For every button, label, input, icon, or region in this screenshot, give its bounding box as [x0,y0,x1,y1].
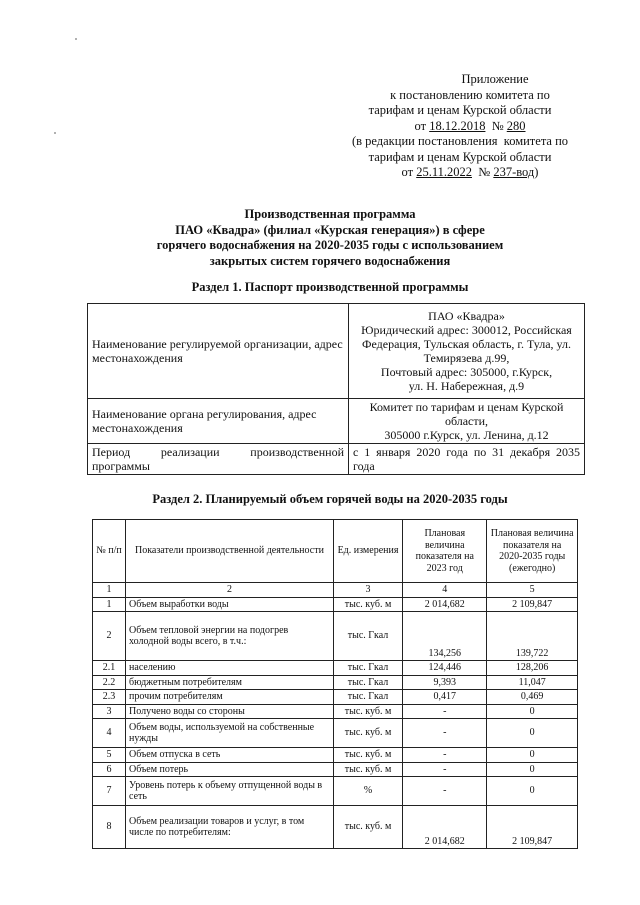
volume-table [92,519,578,849]
row-value-2023: 2 014,682 [403,806,487,849]
row-name: населению [126,661,334,676]
row-value-yearly: 0 [487,762,578,777]
row-value-2023: 0,417 [403,690,487,705]
row-value-yearly: 0,469 [487,690,578,705]
table-header-row [93,520,578,583]
passport-label: Период реализации производственной программы [88,444,349,475]
value-line: Федерация, Тульская область, г. Тула, ул. [362,337,571,351]
amendment-number: 237-вод [493,165,535,179]
appendix-date-line [330,165,590,181]
appendix-prefix: от [401,165,417,179]
row-value-2023: 9,393 [403,675,487,690]
row-value-2023: - [403,704,487,719]
row-unit: тыс. куб. м [333,748,402,763]
column-number: 5 [487,583,578,598]
row-unit: тыс. Гкал [333,612,402,661]
section2-heading: Раздел 2. Планируемый объем горячей воды на 2020-2035 годы [152,492,508,506]
row-number: 7 [93,777,126,806]
table-row [93,748,578,763]
row-value-yearly: 128,206 [487,661,578,676]
row-unit: тыс. куб. м [333,704,402,719]
row-value-yearly: 0 [487,719,578,748]
row-number: 2 [93,612,126,661]
passport-label: Наименование регулируемой организации, адрес местонахождения [88,304,349,399]
document-title [60,207,600,269]
value-line: 305000 г.Курск, ул. Ленина, д.12 [384,428,549,442]
row-value-yearly: 0 [487,704,578,719]
row-number: 4 [93,719,126,748]
row-number: 2.2 [93,675,126,690]
row-value-yearly: 11,047 [487,675,578,690]
row-unit: тыс. куб. м [333,719,402,748]
column-number: 1 [93,583,126,598]
value-line: ПАО «Квадра» [428,309,505,323]
table-row [93,612,578,661]
row-number: 2.1 [93,661,126,676]
appendix-suffix: ) [534,165,539,179]
row-value-2023: - [403,777,487,806]
table-row [88,304,585,399]
row-name: Объем воды, используемой на собственные нужды [126,719,334,748]
row-value-yearly: 0 [487,777,578,806]
row-unit: тыс. куб. м [333,597,402,612]
appendix-num-sign: № [472,165,494,179]
title-line: Производственная программа [244,207,416,221]
row-name: Объем реализации товаров и услуг, в том числе по потребителям: [126,806,334,849]
value-line: области, [444,414,489,428]
passport-value [349,399,585,444]
row-value-2023: - [403,762,487,777]
column-number: 4 [403,583,487,598]
amendment-date: 25.11.2022 [416,165,472,179]
passport-label: Наименование органа регулирования, адрес местонахождения [88,399,349,444]
section1-heading: Раздел 1. Паспорт производственной программы [191,280,469,294]
appendix-prefix: от [414,118,430,133]
appendix-line: тарифам и ценам Курской области [368,149,552,164]
table-row [93,597,578,612]
title-line: горячего водоснабжения на 2020-2035 годы с использованием [156,238,504,252]
appendix-date: 18.12.2018 [429,118,486,133]
appendix-line: Приложение [461,72,529,86]
row-number: 3 [93,704,126,719]
scan-speck [75,38,77,40]
value-line: ул. Н. Набережная, д.9 [408,379,525,393]
row-name: Объем тепловой энергии на подогрев холодной воды всего, в т.ч.: [126,612,334,661]
table-row [88,399,585,444]
row-value-2023: 2 014,682 [403,597,487,612]
row-unit: % [333,777,402,806]
appendix-date-line [330,119,590,135]
row-number: 5 [93,748,126,763]
row-unit: тыс. Гкал [333,690,402,705]
row-value-yearly: 139,722 [487,612,578,661]
appendix-num-sign: № [485,118,507,133]
title-line: закрытых систем горячего водоснабжения [209,253,451,268]
col-header-yearly: Плановая величина показателя на 2020-2035 годы (ежегодно) [487,520,578,583]
row-unit: тыс. Гкал [333,675,402,690]
appendix-line: к постановлению комитета по [390,87,550,102]
col-header-name: Показатели производственной деятельности [126,520,334,583]
col-header-unit: Ед. измерения [333,520,402,583]
row-unit: тыс. куб. м [333,806,402,849]
scan-speck [54,132,56,134]
row-name: Получено воды со стороны [126,704,334,719]
row-value-2023: 124,446 [403,661,487,676]
appendix-line: (в редакции постановления комитета по [351,134,569,148]
row-unit: тыс. Гкал [333,661,402,676]
col-header-num: № п/п [93,520,126,583]
row-value-2023: - [403,748,487,763]
table-row [93,762,578,777]
row-value-2023: - [403,719,487,748]
row-name: Уровень потерь к объему отпущенной воды в сеть [126,777,334,806]
value-line: Юридический адрес: 300012, Российская [361,323,572,337]
appendix-line: тарифам и ценам Курской области [368,103,552,117]
column-number-row [93,583,578,598]
value-line: Комитет по тарифам и ценам Курской [369,400,564,414]
table-row [93,777,578,806]
row-number: 2.3 [93,690,126,705]
table-row [88,444,585,475]
passport-table [87,303,585,475]
title-line: ПАО «Квадра» (филиал «Курская генерация») в сфере [175,222,485,237]
row-name: Объем потерь [126,762,334,777]
row-name: Объем отпуска в сеть [126,748,334,763]
row-unit: тыс. куб. м [333,762,402,777]
appendix-block [330,72,590,181]
table-row [93,719,578,748]
row-value-yearly: 0 [487,748,578,763]
row-number: 1 [93,597,126,612]
row-value-2023: 134,256 [403,612,487,661]
row-name: прочим потребителям [126,690,334,705]
row-value-yearly: 2 109,847 [487,597,578,612]
table-row [93,806,578,849]
table-row [93,704,578,719]
column-number: 3 [333,583,402,598]
table-row [93,690,578,705]
column-number: 2 [126,583,334,598]
passport-value: с 1 января 2020 года по 31 декабря 2035 года [349,444,585,475]
passport-value [349,304,585,399]
appendix-number: 280 [506,118,526,133]
row-number: 6 [93,762,126,777]
row-number: 8 [93,806,126,849]
row-name: бюджетным потребителям [126,675,334,690]
col-header-2023: Плановая величина показателя на 2023 год [403,520,487,583]
row-value-yearly: 2 109,847 [487,806,578,849]
value-line: Почтовый адрес: 305000, г.Курск, [380,365,553,379]
table-row [93,675,578,690]
value-line: Темирязева д.99, [423,351,510,365]
row-name: Объем выработки воды [126,597,334,612]
table-row [93,661,578,676]
